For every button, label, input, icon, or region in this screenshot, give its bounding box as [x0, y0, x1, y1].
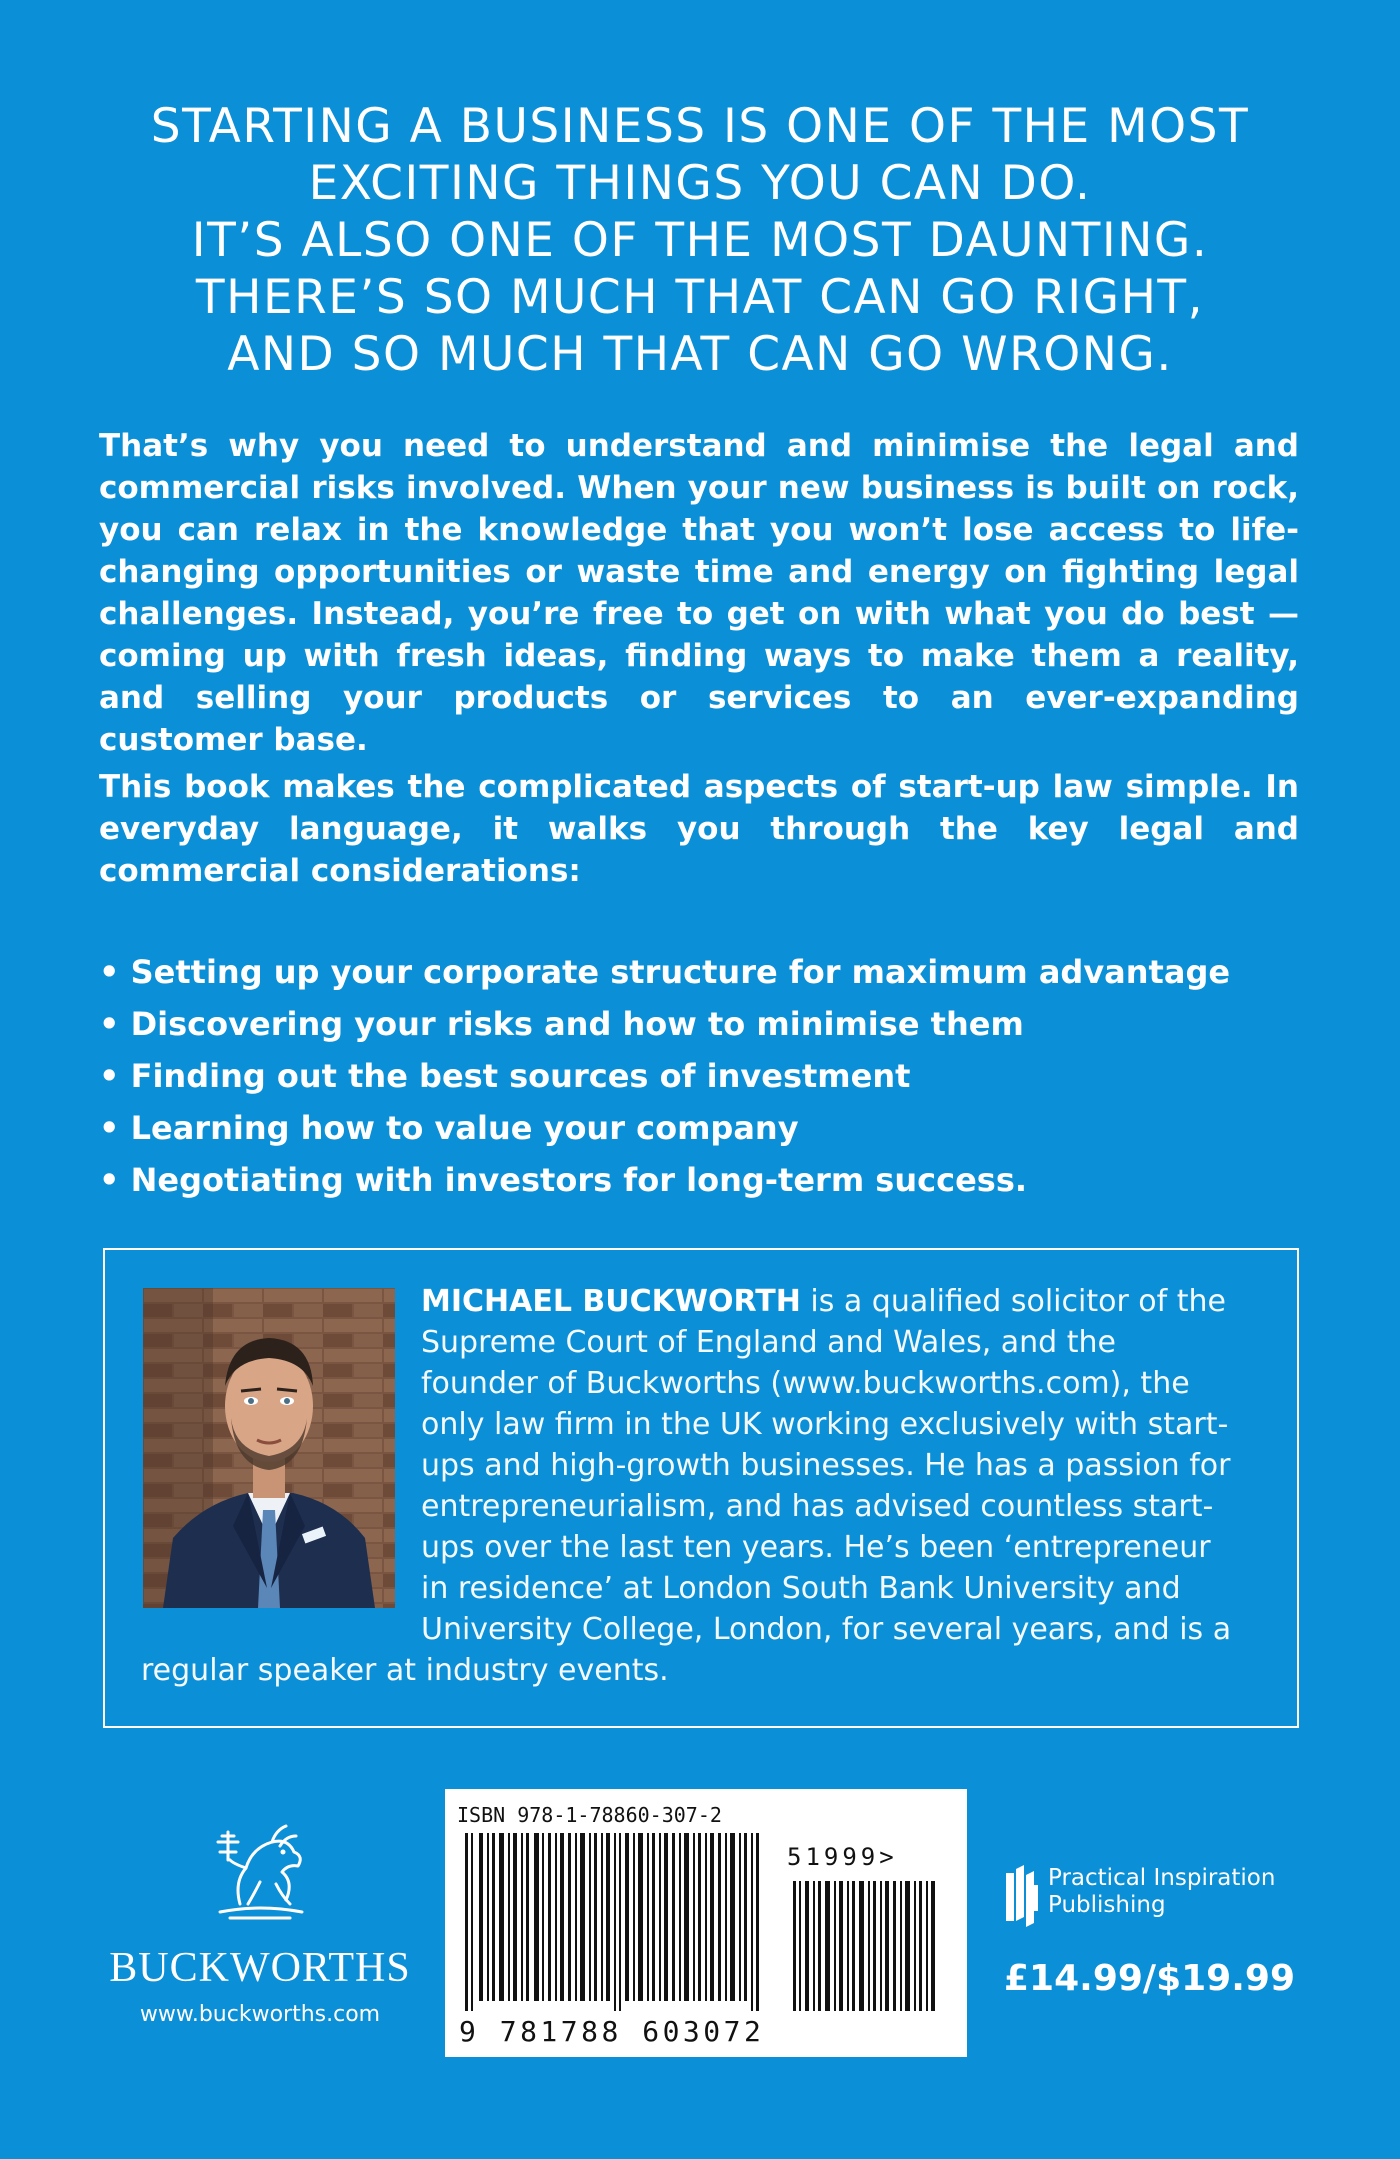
- headline-line-5: AND SO MUCH THAT CAN GO WRONG.: [227, 327, 1173, 382]
- isbn-barcode: [445, 1789, 967, 2057]
- topic-list: [99, 946, 1319, 1206]
- publisher-name-line-2: Publishing: [1048, 1892, 1166, 1918]
- book-price: £14.99/$19.99: [1004, 1958, 1295, 1999]
- author-bio-text: is a qualified solicitor of the Supreme Court of England and Wales, and the founder of Buckworths (www.buckworths.com), the only law firm in the UK working exclusively with start-ups and high-growth businesses. He has a passion for entrepreneurialism, and has advised countless start-ups over the last ten years. He’s been ‘entrepreneur in residence’ at London South Bank University and University College, London, for several years, and is a regular speaker at industry events.: [141, 1284, 1232, 1688]
- brand-url[interactable]: www.buckworths.com: [139, 2002, 381, 2027]
- publisher-mark-icon: [1004, 1865, 1040, 1931]
- headline-line-2: EXCITING THINGS YOU CAN DO.: [308, 156, 1092, 211]
- list-item: • Finding out the best sources of investment: [99, 1050, 1319, 1102]
- author-name: MICHAEL BUCKWORTH: [421, 1284, 801, 1319]
- list-item: • Setting up your corporate structure for maximum advantage: [99, 946, 1319, 998]
- buckworths-brand: [80, 1812, 440, 2027]
- author-portrait-illustration: [143, 1288, 395, 1608]
- brand-name: BUCKWORTHS: [109, 1945, 411, 1991]
- headline: [60, 98, 1340, 383]
- author-photo: [143, 1288, 395, 1608]
- publisher-name: [1048, 1865, 1275, 1919]
- list-item: • Discovering your risks and how to minimise them: [99, 998, 1319, 1050]
- buckworths-crest-icon: [190, 1812, 330, 1932]
- price-code: 51999>: [787, 1843, 898, 1871]
- publisher-name-line-1: Practical Inspiration: [1048, 1865, 1276, 1891]
- list-item: • Negotiating with investors for long-term success.: [99, 1154, 1319, 1206]
- publisher-logo: [1004, 1865, 1324, 1935]
- headline-line-1: STARTING A BUSINESS IS ONE OF THE MOST: [150, 99, 1250, 154]
- ean-digits: 9 781788 603072: [459, 2015, 765, 2048]
- isbn-label: ISBN 978-1-78860-307-2: [457, 1803, 722, 1827]
- list-item: • Learning how to value your company: [99, 1102, 1319, 1154]
- summary-paragraph: This book makes the complicated aspects of start-up law simple. In everyday language, it walks you through the key legal and commercial considerations:: [99, 769, 1299, 889]
- intro-paragraph: That’s why you need to understand and minimise the legal and commercial risks involved. When your new business is built on rock, you can relax in the knowledge that you won’t lose access to life-changing opportunities or waste time and energy on fighting legal challenges. Instead, you’re free to get on with what you do best — coming up with fresh ideas, finding ways to make them a reality, and selling your products or services to an ever-expanding customer base.: [99, 428, 1299, 758]
- headline-line-3: IT’S ALSO ONE OF THE MOST DAUNTING.: [191, 213, 1209, 268]
- headline-line-4: THERE’S SO MUCH THAT CAN GO RIGHT,: [195, 270, 1205, 325]
- author-bio-box: [103, 1248, 1299, 1728]
